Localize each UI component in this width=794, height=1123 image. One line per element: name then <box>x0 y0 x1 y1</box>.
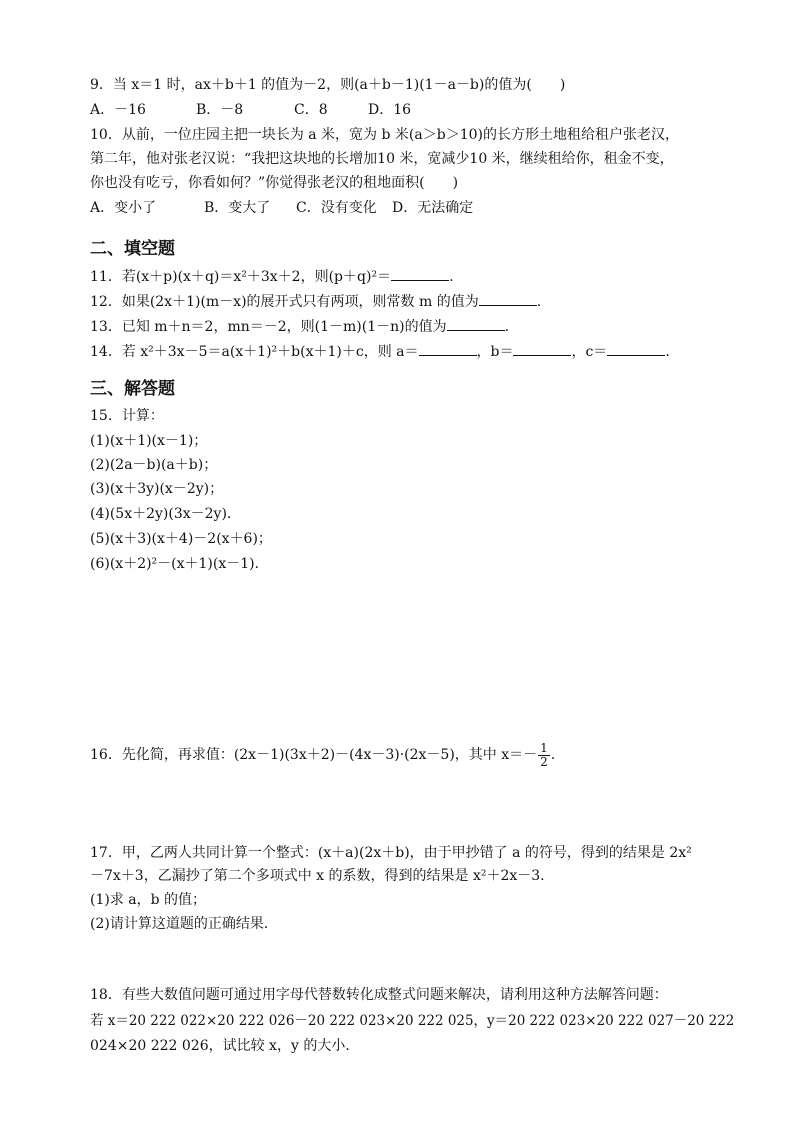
answer-blank-a <box>419 341 477 356</box>
choice-b: B．－8 <box>196 102 244 118</box>
choice-d: D．16 <box>368 102 412 118</box>
question-17-line-1: 17．甲，乙两人共同计算一个整式：(x＋a)(2x＋b)，由于甲抄错了 a 的符号，得到的结果是 2x² <box>90 845 692 861</box>
question-9-stem: 9．当 x＝1 时，ax＋b＋1 的值为－2，则(a＋b－1)(1－a－b)的值为( ) <box>90 77 566 93</box>
question-11-end: . <box>449 269 454 285</box>
question-16 <box>90 740 555 770</box>
choice-a: A．变小了 <box>90 200 157 216</box>
question-18-line-2: 若 x＝20 222 022×20 222 026－20 222 023×20 222 025，y＝20 222 023×20 222 027－20 222 <box>90 1013 735 1029</box>
question-11-text: 11．若(x＋p)(x＋q)＝x²＋3x＋2，则(p＋q)²＝ <box>90 269 392 285</box>
question-9-choices <box>90 100 411 120</box>
question-17-sub-2: (2)请计算这道题的正确结果． <box>90 916 278 932</box>
question-16-end: . <box>550 747 556 763</box>
answer-blank <box>479 291 537 306</box>
question-10-line-1: 10．从前，一位庄园主把一块长为 a 米，宽为 b 米(a＞b＞10)的长方形土地租给租户张老汉， <box>90 127 679 143</box>
fraction-denominator: 2 <box>540 754 548 769</box>
question-17-line-2: －7x＋3，乙漏抄了第二个多项式中 x 的系数，得到的结果是 x²＋2x－3. <box>90 868 545 884</box>
question-15-item-6: (6)(x＋2)²－(x＋1)(x－1)． <box>90 556 269 572</box>
question-15-stem: 15．计算： <box>90 408 164 424</box>
question-15-item-1: (1)(x＋1)(x－1)； <box>90 433 208 449</box>
choice-a: A．－16 <box>90 102 146 118</box>
choice-d: D．无法确定 <box>392 200 474 216</box>
fraction-numerator: 1 <box>540 740 548 755</box>
choice-b: B．变大了 <box>204 200 271 216</box>
question-15-item-3: (3)(x＋3y)(x－2y)； <box>90 481 224 497</box>
question-14-text-b: ，b＝ <box>476 344 514 360</box>
answer-blank <box>447 316 505 331</box>
question-13 <box>90 316 509 337</box>
question-12-text: 12．如果(2x＋1)(m－x)的展开式只有两项，则常数 m 的值为 <box>90 294 479 310</box>
section-heading-fill-in: 二、填空题 <box>90 239 175 259</box>
question-16-text: 16．先化简，再求值：(2x－1)(3x＋2)－(4x－3)·(2x－5)，其中 x＝－ <box>90 747 538 763</box>
question-13-text: 13．已知 m＋n＝2，mn＝－2，则(1－m)(1－n)的值为 <box>90 319 447 335</box>
answer-blank-c <box>607 341 665 356</box>
answer-blank-b <box>513 341 571 356</box>
choice-c: C．8 <box>294 102 328 118</box>
question-12-end: . <box>536 294 542 310</box>
question-10-line-3: 你也没有吃亏，你看如何？”你觉得张老汉的租地面积( ) <box>90 175 459 191</box>
question-18-line-3: 024×20 222 026，试比较 x，y 的大小． <box>90 1038 360 1054</box>
section-heading-solve: 三、解答题 <box>90 379 175 399</box>
question-14-end: . <box>665 344 670 360</box>
question-14-text-c: ，c＝ <box>571 344 608 360</box>
question-10-choices <box>90 198 473 218</box>
answer-blank <box>391 266 449 281</box>
question-11 <box>90 266 454 287</box>
fraction <box>538 742 550 769</box>
question-14-text-a: 14．若 x²＋3x－5＝a(x＋1)²＋b(x＋1)＋c，则 a＝ <box>90 344 419 360</box>
question-12 <box>90 291 541 312</box>
choice-c: C．没有变化 <box>296 200 377 216</box>
question-15-item-2: (2)(2a－b)(a＋b)； <box>90 457 218 473</box>
question-18-line-1: 18．有些大数值问题可通过用字母代替数转化成整式问题来解决，请利用这种方法解答问题： <box>90 987 668 1003</box>
question-10-line-2: 第二年，他对张老汉说：“我把这块地的长增加10 米，宽减少10 米，继续租给你，租金不变， <box>90 151 674 167</box>
question-14 <box>90 341 670 362</box>
question-15-item-5: (5)(x＋3)(x＋4)－2(x＋6)； <box>90 531 272 547</box>
question-15-item-4: (4)(5x＋2y)(3x－2y)． <box>90 506 241 522</box>
question-17-sub-1: (1)求 a，b 的值； <box>90 892 207 908</box>
question-13-end: . <box>504 319 510 335</box>
